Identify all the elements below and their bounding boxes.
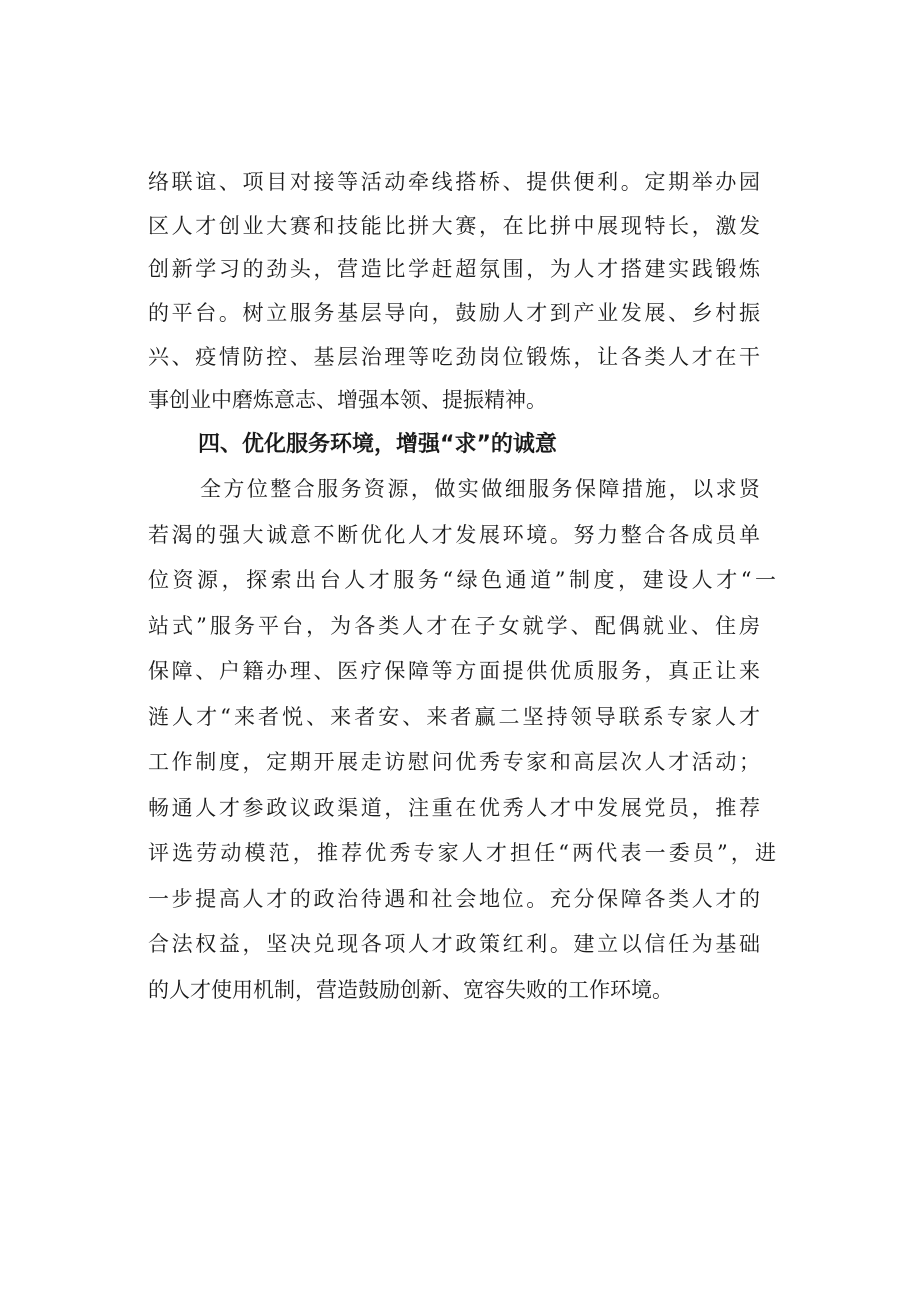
- text-line: 位资源，探索出台人才服务“绿色通道”制度，建设人才“一: [148, 568, 776, 593]
- text-line: 畅通人才参政议政渠道，注重在优秀人才中发展党员，推荐: [148, 795, 760, 820]
- text-line: 站式”服务平台，为各类人才在子女就学、配偶就业、住房: [148, 613, 760, 638]
- text-line: 一步提高人才的政治待遇和社会地位。充分保障各类人才的: [148, 886, 760, 911]
- text-line: 兴、疫情防控、基层治理等吃劲岗位锻炼，让各类人才在干: [148, 344, 760, 369]
- text-line: 的人才使用机制，营造鼓励创新、宽容失败的工作环境。: [148, 977, 673, 1002]
- text-line: 评选劳动模范，推荐优秀专家人才担任“两代表一委员”，进: [148, 841, 776, 866]
- text-line: 创新学习的劲头，营造比学赶超氛围，为人才搭建实践锻炼: [148, 257, 760, 282]
- paragraph-2: [148, 467, 776, 1013]
- text-line: 保障、户籍办理、医疗保障等方面提供优质服务，真正让来: [148, 659, 760, 684]
- text-line: 工作制度，定期开展走访慰问优秀专家和高层次人才活动；: [148, 750, 760, 775]
- text-line: 事创业中磨炼意志、增强本领、提振精神。: [148, 388, 547, 413]
- text-line: 若渴的强大诚意不断优化人才发展环境。努力整合各成员单: [148, 522, 760, 547]
- text-line: 的平台。树立服务基层导向，鼓励人才到产业发展、乡村振: [148, 301, 760, 326]
- text-line: 络联谊、项目对接等活动牵线搭桥、提供便利。定期举办园: [148, 170, 760, 194]
- section-heading: 四、优化服务环境，增强“求”的诚意: [198, 432, 557, 458]
- text-line: 全方位整合服务资源，做实做细服务保障措施，以求贤: [200, 477, 760, 502]
- paragraph-1: [148, 161, 760, 423]
- text-line: 区人才创业大赛和技能比拼大赛，在比拼中展现特长，激发: [148, 213, 760, 238]
- document-page: [148, 161, 776, 1013]
- text-line: 合法权益，坚决兑现各项人才政策红利。建立以信任为基础: [148, 932, 760, 957]
- text-line: 涟人才“来者悦、来者安、来者赢二坚持领导联系专家人才: [148, 704, 760, 729]
